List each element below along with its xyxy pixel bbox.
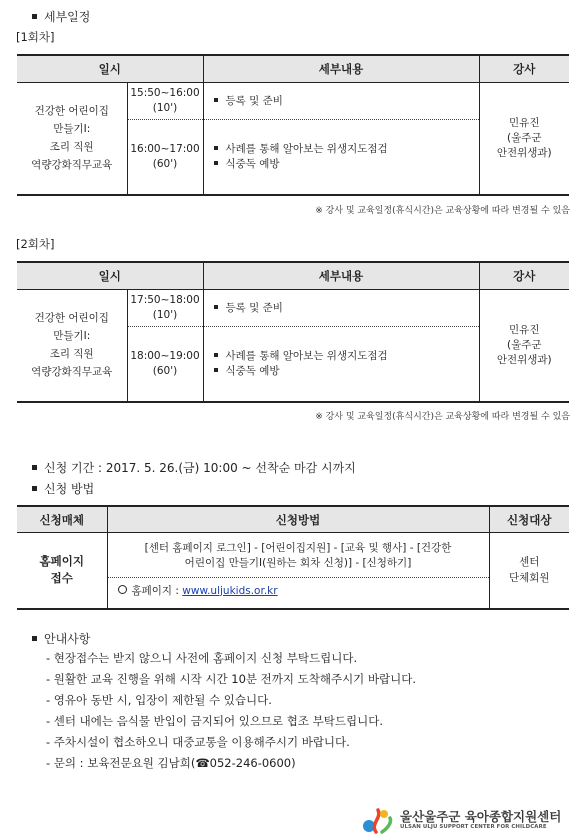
program-line: 조리 직원 (49, 141, 94, 154)
application-method-heading (32, 480, 94, 497)
step-line: 어린이집 만들기Ⅰ(원하는 회차 신청)] - [신청하기] (184, 556, 412, 569)
detail-item: 사례를 통해 알아보는 위생지도점검 (214, 142, 478, 157)
detail-item: 등록 및 준비 (214, 94, 478, 109)
slot-details (203, 120, 479, 195)
time-slot (127, 120, 203, 195)
program-line: 역량강화직무교육 (31, 159, 113, 172)
slot-duration: (10') (152, 309, 178, 321)
round-2-label: [2회차] (16, 237, 55, 251)
program-line: 건강한 어린이집 (34, 312, 109, 325)
application-target (489, 533, 569, 609)
time-slot (127, 83, 203, 120)
time-slot (127, 290, 203, 327)
detail-item: 사례를 통해 알아보는 위생지도점검 (214, 349, 478, 364)
program-line: 조리 직원 (49, 348, 94, 361)
notice-item: - 주차시설이 협소하오니 대중교통을 이용해주시기 바랍니다. (46, 735, 350, 749)
detail-item: 식중독 예방 (214, 364, 478, 379)
logo-name: 울산울주군 육아종합지원센터 (400, 809, 562, 824)
target-line: 센터 (519, 556, 540, 569)
slot-details (203, 290, 479, 327)
program-line: 건강한 어린이집 (34, 105, 109, 118)
program-line: 만들기Ⅰ: (53, 123, 91, 136)
logo-mark-icon (362, 806, 396, 836)
instructor-line: 민유진 (509, 116, 540, 129)
slot-details (203, 83, 479, 120)
application-medium (17, 533, 107, 609)
homepage-label: 홈페이지 : (131, 584, 179, 597)
header-datetime: 일시 (17, 55, 203, 83)
header-details: 세부내용 (203, 55, 479, 83)
detail-item: 식중독 예방 (214, 157, 478, 172)
round-1-label: [1회차] (16, 30, 55, 44)
header-medium: 신청매체 (17, 506, 107, 533)
slot-time: 16:00~17:00 (130, 142, 200, 155)
schedule-heading (32, 8, 90, 25)
notice-item: - 센터 내에는 음식물 반입이 금지되어 있으므로 협조 부탁드립니다. (46, 714, 383, 728)
schedule-table-round-1 (17, 54, 569, 196)
schedule-table-round-2 (17, 261, 569, 403)
application-table (17, 505, 569, 610)
application-period-text: 신청 기간 : 2017. 5. 26.(금) 10:00 ~ 선착순 마감 시까지 (44, 461, 356, 475)
header-details: 세부내용 (203, 262, 479, 290)
notice-item: - 현장접수는 받지 않으니 사전에 홈페이지 신청 부탁드립니다. (46, 651, 358, 665)
target-line: 단체회원 (508, 572, 550, 585)
instructor-line: (울주군 (506, 131, 542, 144)
notice-heading (32, 630, 90, 647)
center-logo (362, 806, 572, 836)
header-datetime: 일시 (17, 262, 203, 290)
slot-duration: (10') (152, 102, 178, 114)
instructor-line: 안전위생과) (496, 353, 552, 366)
application-steps (108, 537, 489, 578)
program-line: 만들기Ⅰ: (53, 330, 91, 343)
instructor (479, 290, 569, 402)
program-line: 역량강화직무교육 (31, 366, 113, 379)
round-1-note: ※ 강사 및 교육일정(휴식시간)은 교육상황에 따라 변경될 수 있음 (315, 206, 570, 216)
instructor (479, 83, 569, 195)
step-line: [센터 홈페이지 로그인] - [어린이집지원] - [교육 및 행사] - [건강한 (144, 541, 452, 554)
application-method-text: 신청 방법 (44, 482, 95, 496)
schedule-heading-text: 세부일정 (44, 10, 91, 24)
program-name (17, 290, 127, 402)
slot-duration: (60') (152, 157, 178, 170)
notice-item: - 문의 : 보육전문요원 김남희(☎052-246-0600) (46, 756, 296, 770)
slot-time: 15:50~16:00 (130, 87, 200, 99)
medium-line: 접수 (50, 571, 73, 586)
instructor-line: 민유진 (509, 323, 540, 336)
logo-subtitle: ULSAN ULJU SUPPORT CENTER FOR CHILDCARE (400, 824, 547, 830)
time-slot (127, 327, 203, 402)
homepage-row (108, 578, 489, 604)
slot-duration: (60') (152, 364, 178, 377)
application-method (107, 533, 489, 609)
slot-time: 17:50~18:00 (130, 294, 200, 306)
application-period (32, 459, 356, 476)
slot-details (203, 327, 479, 402)
slot-time: 18:00~19:00 (130, 349, 200, 362)
homepage-link[interactable]: www.uljukids.or.kr (182, 584, 278, 597)
notice-item: - 원활한 교육 진행을 위해 시작 시간 10분 전까지 도착해주시기 바랍니다. (46, 672, 417, 686)
detail-item: 등록 및 준비 (214, 301, 478, 316)
notice-list (46, 648, 416, 774)
notice-heading-text: 안내사항 (44, 632, 91, 646)
header-instructor: 강사 (479, 262, 569, 290)
medium-line: 홈페이지 (39, 554, 84, 569)
round-2-note: ※ 강사 및 교육일정(휴식시간)은 교육상황에 따라 변경될 수 있음 (315, 412, 570, 422)
header-target: 신청대상 (489, 506, 569, 533)
header-instructor: 강사 (479, 55, 569, 83)
instructor-line: 안전위생과) (496, 146, 552, 159)
instructor-line: (울주군 (506, 338, 542, 351)
header-method: 신청방법 (107, 506, 489, 533)
circle-bullet-icon (118, 585, 127, 594)
notice-item: - 영유아 동반 시, 입장이 제한될 수 있습니다. (46, 693, 272, 707)
program-name (17, 83, 127, 195)
